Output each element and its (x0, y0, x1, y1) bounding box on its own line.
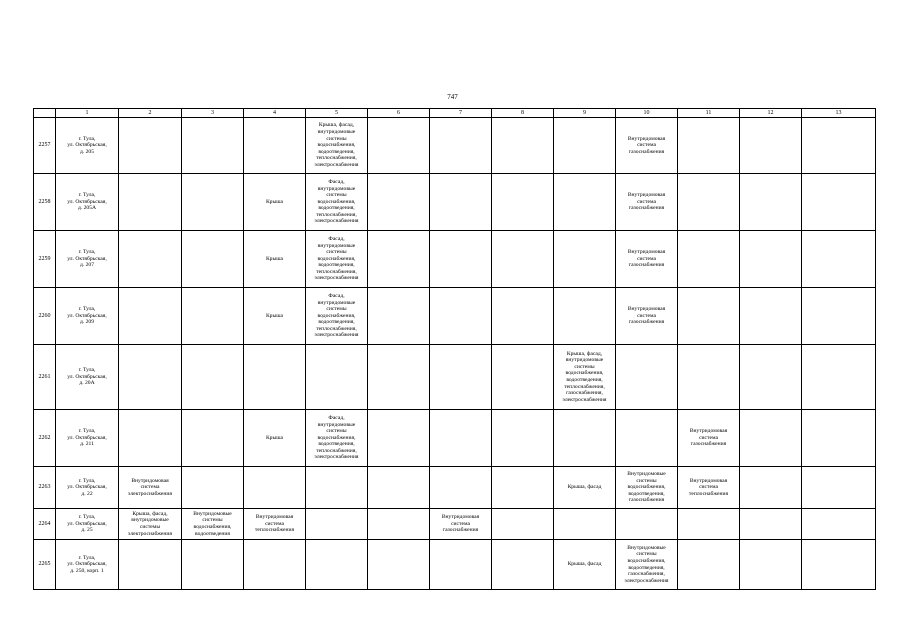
work-cell-col-13 (802, 467, 876, 509)
work-cell-col-4 (244, 540, 306, 590)
work-cell-col-2 (119, 118, 182, 174)
work-cell-col-9: Крыша, фасад (554, 540, 616, 590)
work-cell-col-13 (802, 410, 876, 467)
work-cell-col-3 (182, 540, 244, 590)
work-cell-col-4: Внутридомовая система теплоснабжения (244, 509, 306, 540)
header-cell: 4 (244, 109, 306, 118)
work-cell-col-4 (244, 467, 306, 509)
work-cell-col-13 (802, 231, 876, 288)
work-cell-col-10: Внутридомовая система газоснабжения (616, 118, 678, 174)
work-cell-col-2 (119, 410, 182, 467)
row-number-cell: 2260 (34, 288, 56, 345)
work-cell-col-13 (802, 174, 876, 231)
work-cell-col-9: Крыша, фасад, внутридомовые системы водоснабжения, водоотведения, теплоснабжения, газоснабжения, электроснабжения (554, 345, 616, 410)
work-cell-col-8 (492, 174, 554, 231)
work-cell-col-12 (740, 118, 802, 174)
work-cell-col-7 (430, 540, 492, 590)
work-cell-col-7: Внутридомовая система газоснабжения (430, 509, 492, 540)
work-cell-col-5: Фасад, внутридомовые системы водоснабжения, водоотведения, теплоснабжения, электроснабжения (306, 288, 368, 345)
page-number: 747 (447, 93, 458, 101)
work-cell-col-11 (678, 231, 740, 288)
header-cell: 6 (368, 109, 430, 118)
work-cell-col-11: Внутридомовая система теплоснабжения (678, 467, 740, 509)
work-cell-col-6 (368, 345, 430, 410)
address-cell: г. Тула, ул. Октябрьская, д. 250, корп. 1 (56, 540, 119, 590)
work-cell-col-11 (678, 118, 740, 174)
table-row (34, 509, 876, 540)
work-cell-col-8 (492, 540, 554, 590)
work-cell-col-3 (182, 345, 244, 410)
work-cell-col-12 (740, 467, 802, 509)
work-cell-col-11 (678, 540, 740, 590)
address-cell: г. Тула, ул. Октябрьская, д. 20А (56, 345, 119, 410)
work-cell-col-12 (740, 410, 802, 467)
work-cell-col-10: Внутридомовые системы водоснабжения, водоотведения, газоснабжения, электроснабжения (616, 540, 678, 590)
work-cell-col-12 (740, 174, 802, 231)
work-cell-col-7 (430, 410, 492, 467)
work-cell-col-3 (182, 174, 244, 231)
work-cell-col-12 (740, 345, 802, 410)
table-row (34, 467, 876, 509)
work-cell-col-5 (306, 467, 368, 509)
address-cell: г. Тула, ул. Октябрьская, д. 205 (56, 118, 119, 174)
work-cell-col-8 (492, 410, 554, 467)
work-cell-col-9 (554, 231, 616, 288)
work-cell-col-9 (554, 288, 616, 345)
work-cell-col-2 (119, 288, 182, 345)
work-cell-col-5 (306, 509, 368, 540)
work-cell-col-3 (182, 288, 244, 345)
work-cell-col-12 (740, 540, 802, 590)
work-cell-col-7 (430, 118, 492, 174)
work-cell-col-11 (678, 345, 740, 410)
table-row (34, 231, 876, 288)
work-cell-col-4: Крыша (244, 288, 306, 345)
work-cell-col-10: Внутридомовая система газоснабжения (616, 288, 678, 345)
work-cell-col-6 (368, 118, 430, 174)
work-cell-col-2: Внутридомовая система электроснабжения (119, 467, 182, 509)
header-cell: 3 (182, 109, 244, 118)
table-row (34, 174, 876, 231)
work-cell-col-3 (182, 118, 244, 174)
work-cell-col-13 (802, 509, 876, 540)
work-cell-col-7 (430, 174, 492, 231)
work-cell-col-5: Фасад, внутридомовые системы водоснабжения, водоотведения, теплоснабжения, электроснабжения (306, 410, 368, 467)
address-cell: г. Тула, ул. Октябрьская, д. 209 (56, 288, 119, 345)
work-cell-col-6 (368, 410, 430, 467)
address-cell: г. Тула, ул. Октябрьская, д. 207 (56, 231, 119, 288)
work-cell-col-2 (119, 231, 182, 288)
work-cell-col-6 (368, 540, 430, 590)
work-cell-col-5 (306, 345, 368, 410)
work-cell-col-7 (430, 467, 492, 509)
work-cell-col-8 (492, 509, 554, 540)
work-cell-col-2: Крыша, фасад, внутридомовые системы электроснабжения (119, 509, 182, 540)
work-cell-col-9: Крыша, фасад (554, 467, 616, 509)
work-cell-col-6 (368, 288, 430, 345)
header-cell: 11 (678, 109, 740, 118)
work-cell-col-7 (430, 231, 492, 288)
table-row (34, 288, 876, 345)
work-cell-col-11 (678, 509, 740, 540)
work-cell-col-9 (554, 118, 616, 174)
work-cell-col-2 (119, 540, 182, 590)
work-cell-col-13 (802, 118, 876, 174)
work-cell-col-3 (182, 467, 244, 509)
work-cell-col-13 (802, 288, 876, 345)
header-cell: 13 (802, 109, 876, 118)
work-cell-col-10: Внутридомовая система газоснабжения (616, 174, 678, 231)
work-cell-col-8 (492, 118, 554, 174)
work-cell-col-12 (740, 288, 802, 345)
table-row (34, 540, 876, 590)
work-cell-col-3: Внутридомовые системы водоснабжения, водоотведения (182, 509, 244, 540)
work-cell-col-6 (368, 509, 430, 540)
header-cell: 7 (430, 109, 492, 118)
work-cell-col-12 (740, 509, 802, 540)
work-cell-col-11 (678, 288, 740, 345)
work-cell-col-5 (306, 540, 368, 590)
row-number-cell: 2263 (34, 467, 56, 509)
work-cell-col-7 (430, 345, 492, 410)
repair-schedule-table (33, 108, 876, 590)
work-cell-col-11: Внутридомовая система газоснабжения (678, 410, 740, 467)
work-cell-col-4: Крыша (244, 174, 306, 231)
header-cell: 8 (492, 109, 554, 118)
work-cell-col-4 (244, 118, 306, 174)
work-cell-col-2 (119, 174, 182, 231)
header-cell: 5 (306, 109, 368, 118)
table-row (34, 118, 876, 174)
work-cell-col-13 (802, 540, 876, 590)
work-cell-col-10 (616, 509, 678, 540)
work-cell-col-12 (740, 231, 802, 288)
row-number-cell: 2259 (34, 231, 56, 288)
row-number-cell: 2265 (34, 540, 56, 590)
work-cell-col-8 (492, 288, 554, 345)
work-cell-col-3 (182, 410, 244, 467)
work-cell-col-8 (492, 231, 554, 288)
row-number-cell: 2264 (34, 509, 56, 540)
row-number-cell: 2258 (34, 174, 56, 231)
work-cell-col-7 (430, 288, 492, 345)
work-cell-col-8 (492, 467, 554, 509)
header-cell: 10 (616, 109, 678, 118)
header-cell: 12 (740, 109, 802, 118)
table-row (34, 345, 876, 410)
work-cell-col-10: Внутридомовая система газоснабжения (616, 231, 678, 288)
work-cell-col-5: Фасад, внутридомовые системы водоснабжения, водоотведения, теплоснабжения, электроснабжения (306, 174, 368, 231)
work-cell-col-4 (244, 345, 306, 410)
address-cell: г. Тула, ул. Октябрьская, д. 22 (56, 467, 119, 509)
work-cell-col-9 (554, 174, 616, 231)
address-cell: г. Тула, ул. Октябрьская, д. 211 (56, 410, 119, 467)
row-number-cell: 2257 (34, 118, 56, 174)
work-cell-col-6 (368, 467, 430, 509)
address-cell: г. Тула, ул. Октябрьская, д. 25 (56, 509, 119, 540)
table-row (34, 410, 876, 467)
work-cell-col-10: Внутридомовые системы водоснабжения, водоотведения, газоснабжения (616, 467, 678, 509)
work-cell-col-10 (616, 345, 678, 410)
work-cell-col-10 (616, 410, 678, 467)
work-cell-col-5: Фасад, внутридомовые системы водоснабжения, водоотведения, теплоснабжения, электроснабжения (306, 231, 368, 288)
work-cell-col-3 (182, 231, 244, 288)
work-cell-col-6 (368, 174, 430, 231)
work-cell-col-11 (678, 174, 740, 231)
header-cell: 9 (554, 109, 616, 118)
row-number-cell: 2262 (34, 410, 56, 467)
work-cell-col-9 (554, 509, 616, 540)
header-cell: 2 (119, 109, 182, 118)
header-cell: 1 (56, 109, 119, 118)
work-cell-col-13 (802, 345, 876, 410)
header-row (34, 109, 876, 118)
work-cell-col-9 (554, 410, 616, 467)
row-number-cell: 2261 (34, 345, 56, 410)
address-cell: г. Тула, ул. Октябрьская, д. 205А (56, 174, 119, 231)
work-cell-col-6 (368, 231, 430, 288)
work-cell-col-5: Крыша, фасад, внутридомовые системы водоснабжения, водоотведения, теплоснабжения, электроснабжения (306, 118, 368, 174)
work-cell-col-4: Крыша (244, 231, 306, 288)
header-cell-blank (34, 109, 56, 118)
work-cell-col-2 (119, 345, 182, 410)
work-cell-col-8 (492, 345, 554, 410)
work-cell-col-4: Крыша (244, 410, 306, 467)
